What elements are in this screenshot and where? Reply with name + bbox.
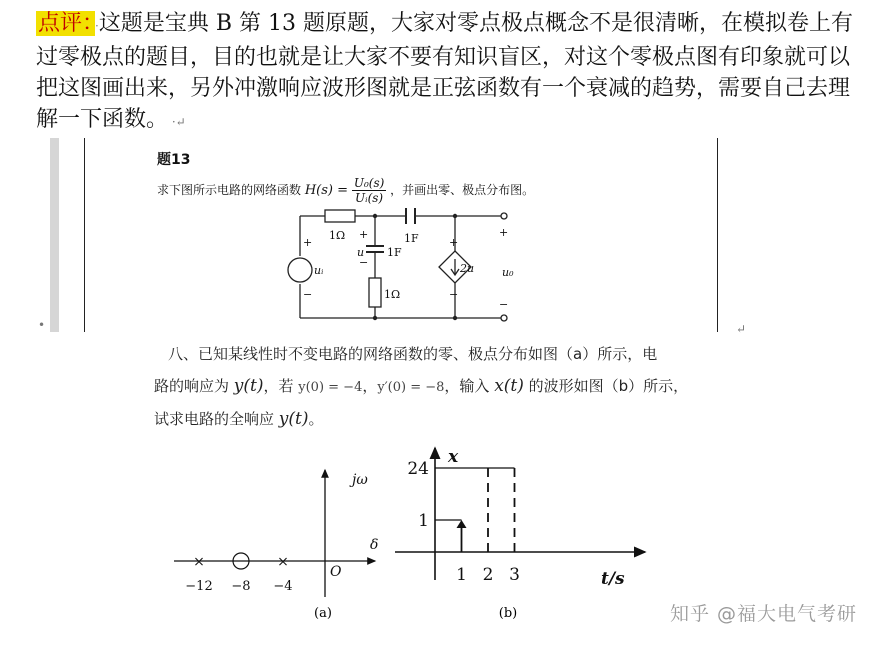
question-text-post: ，并画出零、极点分布图。 xyxy=(390,183,535,197)
label-c-shunt: 1F xyxy=(387,246,402,259)
text-span: ， xyxy=(362,377,378,395)
tick-label: −12 xyxy=(185,579,213,594)
y-tick-label: 1 xyxy=(418,511,429,531)
x-tick-label: 2 xyxy=(482,565,494,585)
plus-sign: + xyxy=(359,228,369,241)
voltage-source xyxy=(288,258,312,282)
resistor-bottom xyxy=(369,278,381,307)
formula-h: H(s) = xyxy=(304,183,349,198)
origin-label: O xyxy=(330,564,342,580)
math-init-y: y(0) = −4 xyxy=(298,380,363,395)
math-init-dy: y′(0) = −8 xyxy=(377,380,445,395)
paragraph-mark-icon: ·↵ xyxy=(168,115,186,129)
figure-a-pole-zero xyxy=(160,462,400,632)
bullet-dot-icon: • xyxy=(38,318,46,332)
formula-denominator: Uᵢ(s) xyxy=(355,191,384,205)
minus-sign: − xyxy=(499,298,509,311)
label-2u: 2u xyxy=(460,262,475,275)
problem8-line1: 八、已知某线性时不变电路的网络函数的零、极点分布如图（a）所示，电 xyxy=(168,345,658,363)
math-y-t: y(t) xyxy=(233,376,264,396)
plus-sign: + xyxy=(499,226,509,239)
text-span: 的波形如图（b）所示， xyxy=(523,377,689,395)
formula-numerator: U₀(s) xyxy=(353,176,385,190)
tick-label: −4 xyxy=(273,579,293,594)
question-text: 求下图所示电路的网络函数 xyxy=(157,183,302,197)
label-ui: uᵢ xyxy=(314,264,324,277)
plus-sign: + xyxy=(449,236,459,249)
minus-sign: − xyxy=(303,288,313,301)
plus-sign: + xyxy=(303,236,313,249)
pole-marker: × xyxy=(277,554,289,570)
label-r-top: 1Ω xyxy=(329,229,346,242)
watermark: 知乎 @福大电气考研 xyxy=(669,603,857,625)
figure-b-waveform xyxy=(390,440,650,635)
tick-label: −8 xyxy=(231,579,251,594)
comment-label: 点评： xyxy=(38,11,94,36)
problem13-image xyxy=(44,138,744,332)
text-span: 路的响应为 xyxy=(154,377,234,395)
minus-sign: − xyxy=(359,256,369,269)
axis-label-x: x xyxy=(448,447,459,467)
bullet-dot-icon: · xyxy=(95,19,99,33)
label-c-series: 1F xyxy=(404,232,419,245)
comment-paragraph xyxy=(36,8,856,138)
text-span: ，输入 xyxy=(444,377,495,395)
x-tick-label: 3 xyxy=(509,565,520,585)
minus-sign: − xyxy=(449,288,459,301)
label-uo: u₀ xyxy=(502,266,514,279)
math-y-t: y(t) xyxy=(278,409,309,429)
problem8-line3 xyxy=(154,408,324,429)
text-span: ，若 xyxy=(263,377,299,395)
label-r-bottom: 1Ω xyxy=(384,288,401,301)
pole-marker: × xyxy=(193,554,205,570)
math-x-t: x(t) xyxy=(494,376,524,396)
comment-text: 这题是宝典 B 第 13 题原题，大家对零点极点概念不是很清晰，在模拟卷上有过零极点的题目，目的也就是让大家不要有知识盲区，对这个零极点图有印象就可以把这图画出来，另外冲激响应波形图就是正弦函数有一个衰减的趋势，需要自己去理解一下函数。 xyxy=(36,11,853,132)
impulse-arrow-icon xyxy=(457,520,467,528)
label-u: u xyxy=(357,246,365,259)
y-tick-label: 24 xyxy=(407,459,429,479)
paragraph-mark-icon: ↵ xyxy=(736,322,747,336)
text-span: 。 xyxy=(308,410,324,428)
axis-label-delta: δ xyxy=(370,537,379,553)
axis-label-ts: t/s xyxy=(601,569,625,589)
problem13-title: 题13 xyxy=(157,152,191,168)
text-span: 试求电路的全响应 xyxy=(154,410,279,428)
resistor-top xyxy=(325,210,355,222)
caption-b: (b) xyxy=(498,606,518,621)
x-tick-label: 1 xyxy=(456,565,467,585)
caption-a: (a) xyxy=(314,606,332,621)
circuit-diagram xyxy=(44,138,744,332)
problem8-line2 xyxy=(154,375,688,396)
axis-label-jw: jω xyxy=(352,472,368,488)
